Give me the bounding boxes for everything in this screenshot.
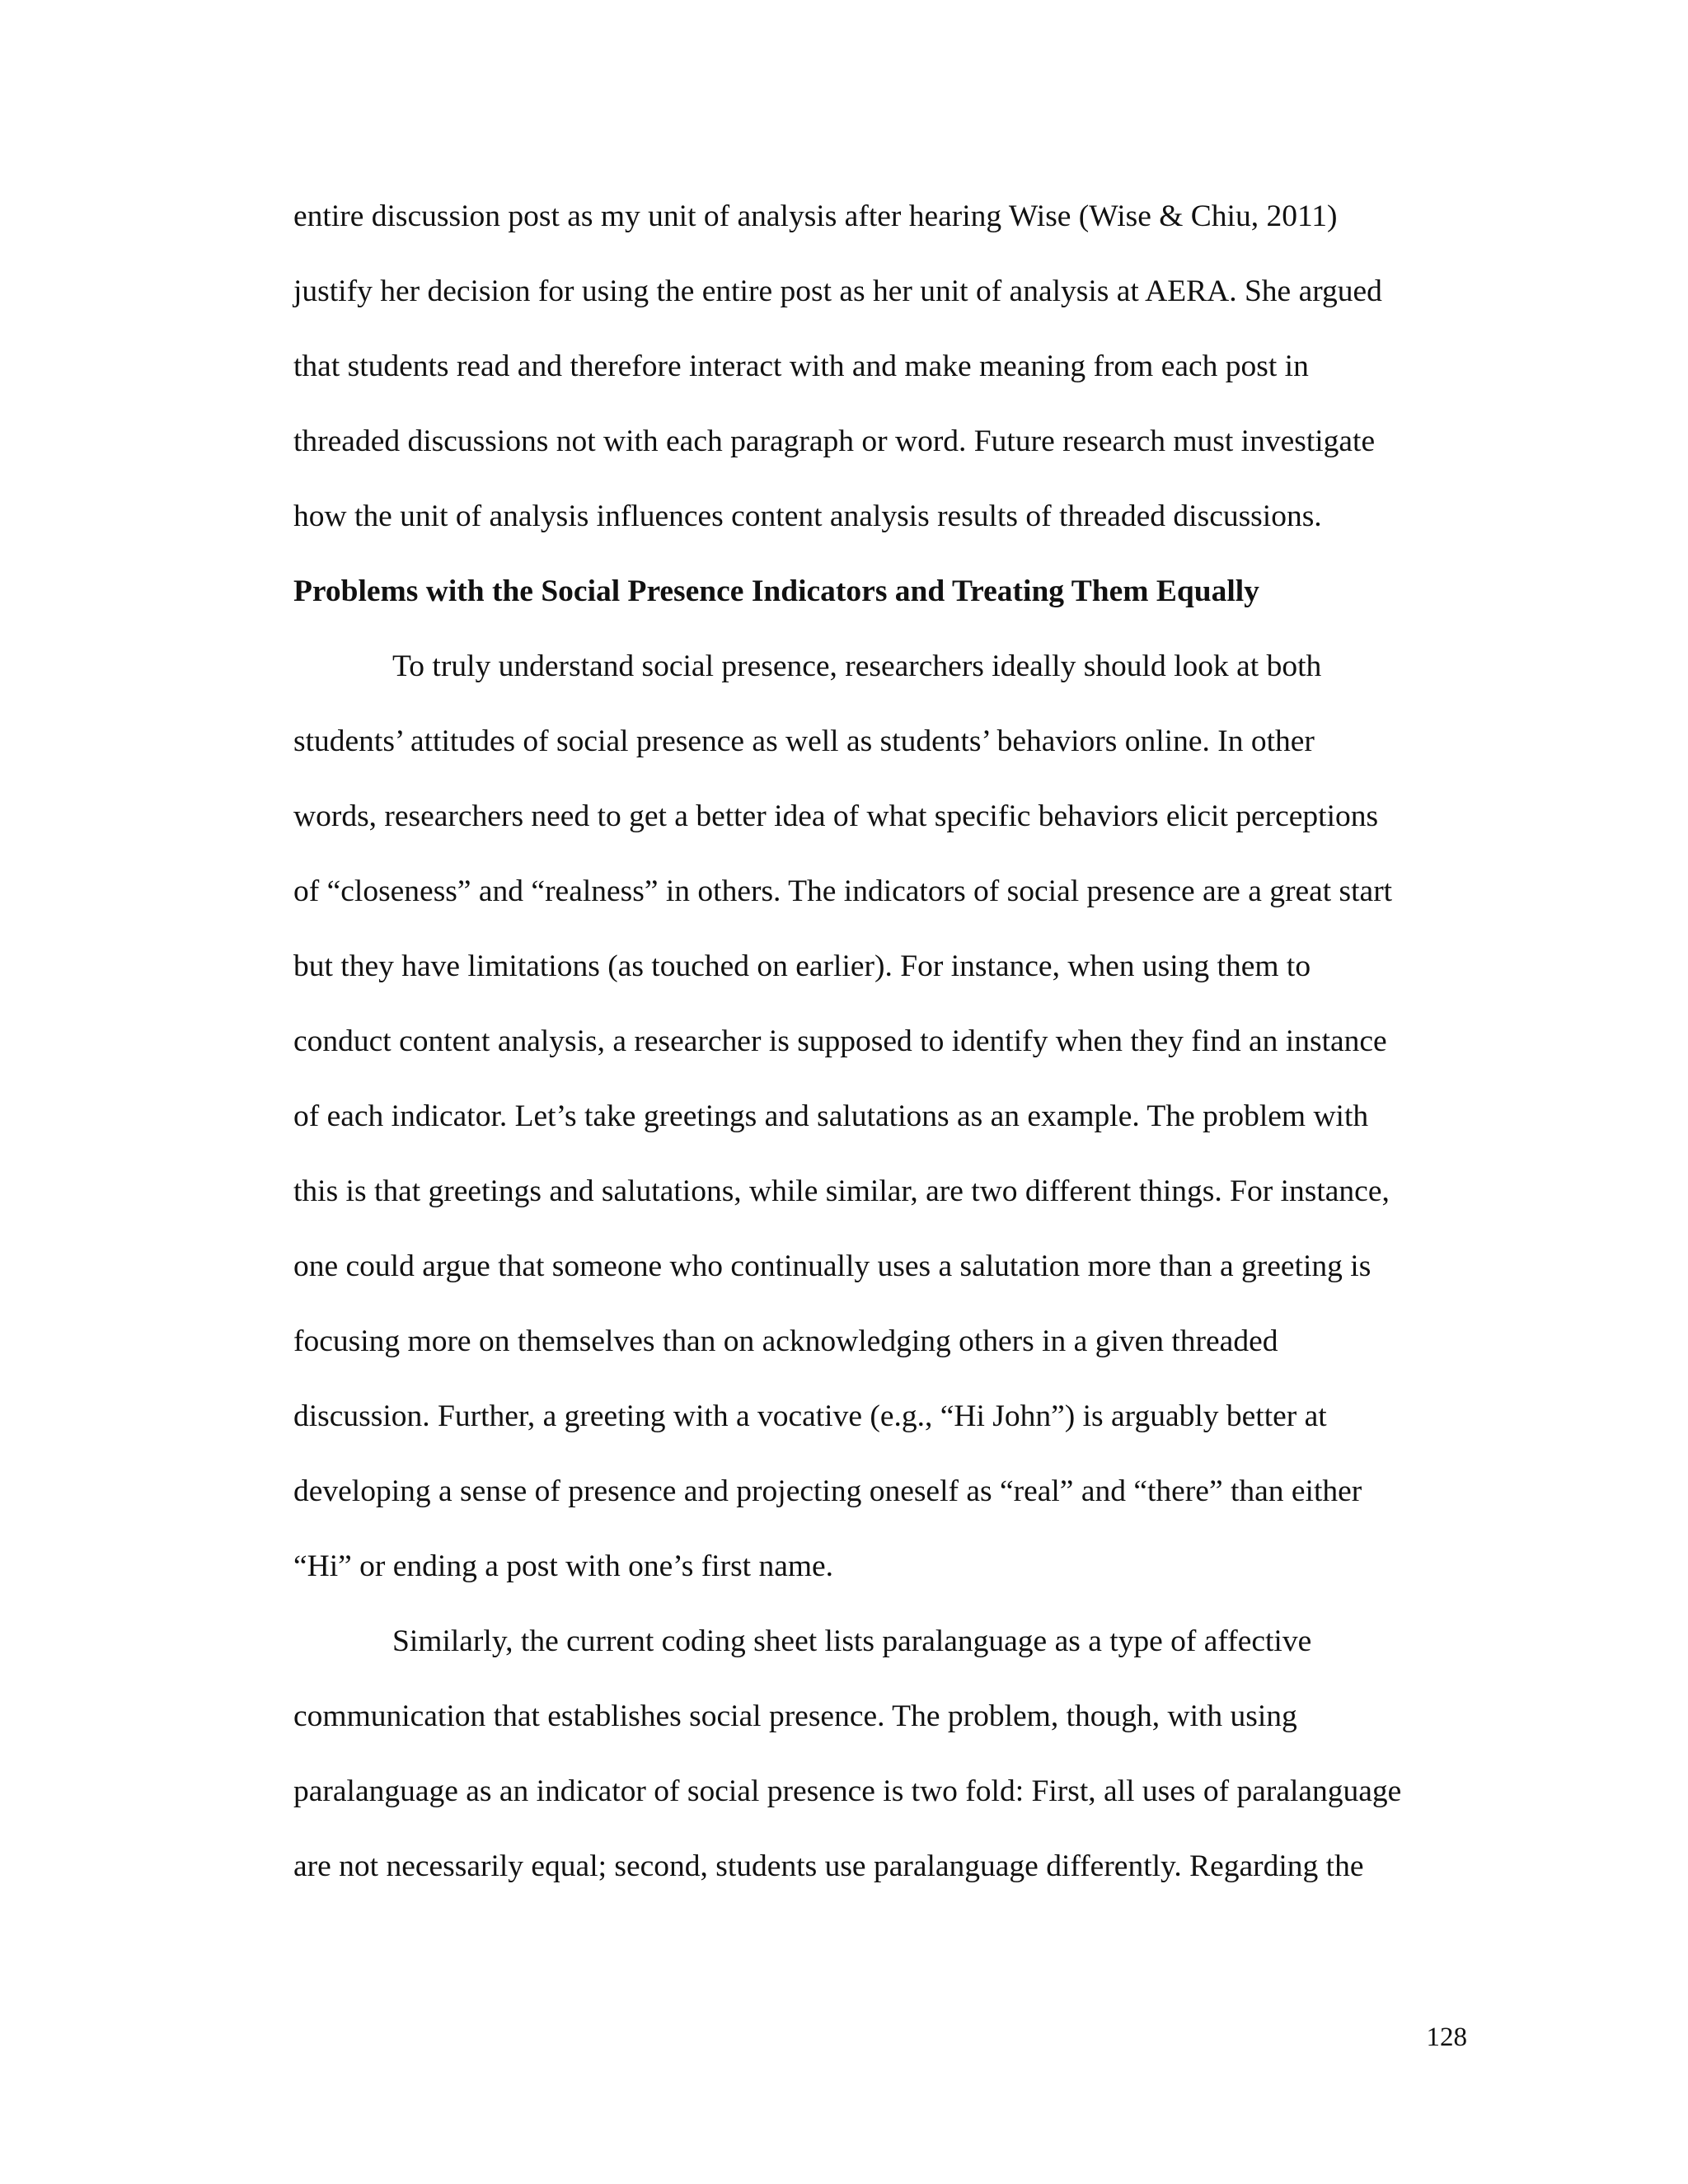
text-line: words, researchers need to get a better idea of what specific behaviors elicit perceptions [293, 799, 1379, 833]
text-line: one could argue that someone who continually uses a salutation more than a greeting is [293, 1249, 1372, 1283]
text-line: communication that establishes social presence. The problem, though, with using [293, 1699, 1297, 1733]
text-line: of “closeness” and “realness” in others. The indicators of social presence are a great start [293, 874, 1393, 908]
text-line: justify her decision for using the entire post as her unit of analysis at AERA. She argued [293, 274, 1382, 308]
text-line: of each indicator. Let’s take greetings and salutations as an example. The problem with [293, 1099, 1369, 1133]
text-line: but they have limitations (as touched on earlier). For instance, when using them to [293, 949, 1311, 983]
paragraph-first-line: To truly understand social presence, researchers ideally should look at both [392, 649, 1322, 683]
text-line: entire discussion post as my unit of analysis after hearing Wise (Wise & Chiu, 2011) [293, 199, 1338, 233]
text-line: are not necessarily equal; second, students use paralanguage differently. Regarding the [293, 1849, 1364, 1883]
body-text [293, 190, 1468, 1915]
section-heading: Problems with the Social Presence Indicators and Treating Them Equally [293, 574, 1259, 608]
paragraph-first-line: Similarly, the current coding sheet lists paralanguage as a type of affective [392, 1624, 1312, 1658]
text-line: how the unit of analysis influences content analysis results of threaded discussions. [293, 499, 1322, 533]
text-line: discussion. Further, a greeting with a vocative (e.g., “Hi John”) is arguably better at [293, 1399, 1327, 1433]
text-line: developing a sense of presence and projecting oneself as “real” and “there” than either [293, 1474, 1362, 1508]
text-line: “Hi” or ending a post with one’s first name. [293, 1549, 834, 1583]
text-line: this is that greetings and salutations, while similar, are two different things. For instance, [293, 1174, 1390, 1208]
text-line: paralanguage as an indicator of social presence is two fold: First, all uses of paralanguage [293, 1774, 1402, 1808]
page-number: 128 [1426, 2022, 1467, 2052]
text-line: conduct content analysis, a researcher is supposed to identify when they find an instance [293, 1024, 1387, 1058]
text-line: threaded discussions not with each paragraph or word. Future research must investigate [293, 424, 1376, 458]
text-line: students’ attitudes of social presence as well as students’ behaviors online. In other [293, 724, 1315, 758]
text-line: that students read and therefore interact with and make meaning from each post in [293, 349, 1309, 383]
text-line: focusing more on themselves than on acknowledging others in a given threaded [293, 1324, 1278, 1358]
